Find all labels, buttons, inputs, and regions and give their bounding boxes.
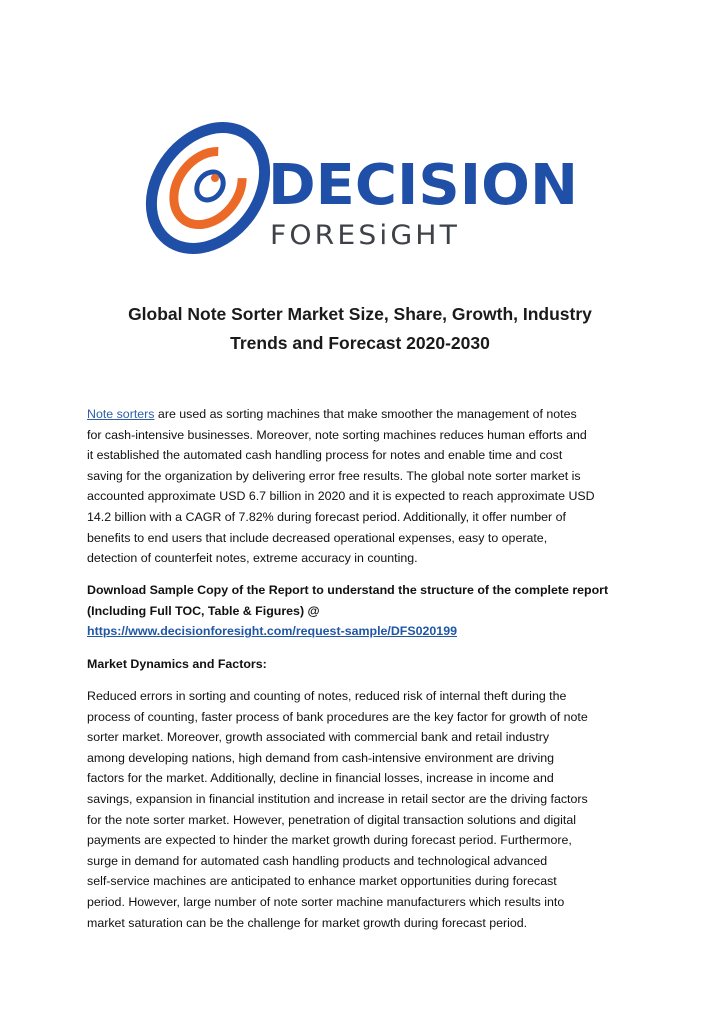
intro-line-5: accounted approximate USD 6.7 billion in 2020 and it is expected to reach approximate USD bbox=[87, 489, 595, 504]
logo-mark-icon bbox=[145, 120, 288, 255]
intro-line-4: saving for the organization by delivering error free results. The global note sorter market is bbox=[87, 468, 581, 483]
dynamics-line-11: period. However, large number of note sorter machine manufacturers which results into bbox=[87, 894, 565, 909]
intro-line-8: detection of counterfeit notes, extreme accuracy in counting. bbox=[87, 551, 418, 566]
title-line-1: Global Note Sorter Market Size, Share, Growth, Industry bbox=[128, 304, 592, 324]
dynamics-line-9: surge in demand for automated cash handling products and technological advanced bbox=[87, 853, 548, 868]
intro-line-6: 14.2 billion with a CAGR of 7.82% during forecast period. Additionally, it offer number of bbox=[87, 509, 566, 524]
dynamics-line-6: savings, expansion in financial institution and increase in retail sector are the driving factors bbox=[87, 791, 588, 806]
dynamics-line-3: sorter market. Moreover, growth associated with commercial bank and retail industry bbox=[87, 730, 550, 745]
dynamics-line-2: process of counting, faster process of bank procedures are the key factor for growth of note bbox=[87, 709, 588, 724]
document-title bbox=[60, 300, 660, 358]
logo-word-foresight: FORESiGHT bbox=[270, 220, 460, 251]
decision-foresight-logo bbox=[145, 120, 585, 255]
dynamics-line-4: among developing nations, high demand from cash-intensive environment are driving bbox=[87, 750, 554, 765]
intro-line-1 bbox=[87, 404, 647, 425]
dynamics-line-7: for the note sorter market. However, penetration of digital transaction solutions and digital bbox=[87, 812, 577, 827]
note-sorters-link[interactable]: Note sorters bbox=[87, 407, 155, 421]
download-paragraph bbox=[87, 580, 647, 642]
market-dynamics-paragraph bbox=[87, 686, 647, 933]
market-dynamics-heading: Market Dynamics and Factors: bbox=[87, 657, 267, 671]
dynamics-line-12: market saturation can be the challenge for market growth during forecast period. bbox=[87, 915, 528, 930]
title-line-2: Trends and Forecast 2020-2030 bbox=[230, 333, 490, 353]
dynamics-line-5: factors for the market. Additionally, decline in financial losses, increase in income and bbox=[87, 771, 554, 786]
intro-line-7: benefits to end users that include decreased operational expenses, easy to operate, bbox=[87, 530, 548, 545]
download-line-2: (Including Full TOC, Table & Figures) @ bbox=[87, 603, 320, 618]
dynamics-line-1: Reduced errors in sorting and counting of notes, reduced risk of internal theft during the bbox=[87, 689, 567, 703]
download-line-1: Download Sample Copy of the Report to understand the structure of the complete report bbox=[87, 583, 609, 597]
intro-line-1-text: are used as sorting machines that make smoother the management of notes bbox=[154, 407, 577, 421]
logo-word-decision: DECISION bbox=[268, 153, 578, 218]
request-sample-link[interactable]: https://www.decisionforesight.com/request-sample/DFS020199 bbox=[87, 624, 457, 639]
intro-line-3: it established the automated cash handling process for notes and enable time and cost bbox=[87, 448, 563, 463]
download-link-line bbox=[87, 621, 647, 642]
intro-paragraph bbox=[87, 404, 647, 569]
dynamics-line-10: self-service machines are anticipated to enhance market opportunities during forecast bbox=[87, 874, 557, 889]
intro-line-2: for cash-intensive businesses. Moreover, note sorting machines reduces human efforts and bbox=[87, 427, 587, 442]
dynamics-line-8: payments are expected to hinder the market growth during forecast period. Furthermore, bbox=[87, 833, 572, 848]
